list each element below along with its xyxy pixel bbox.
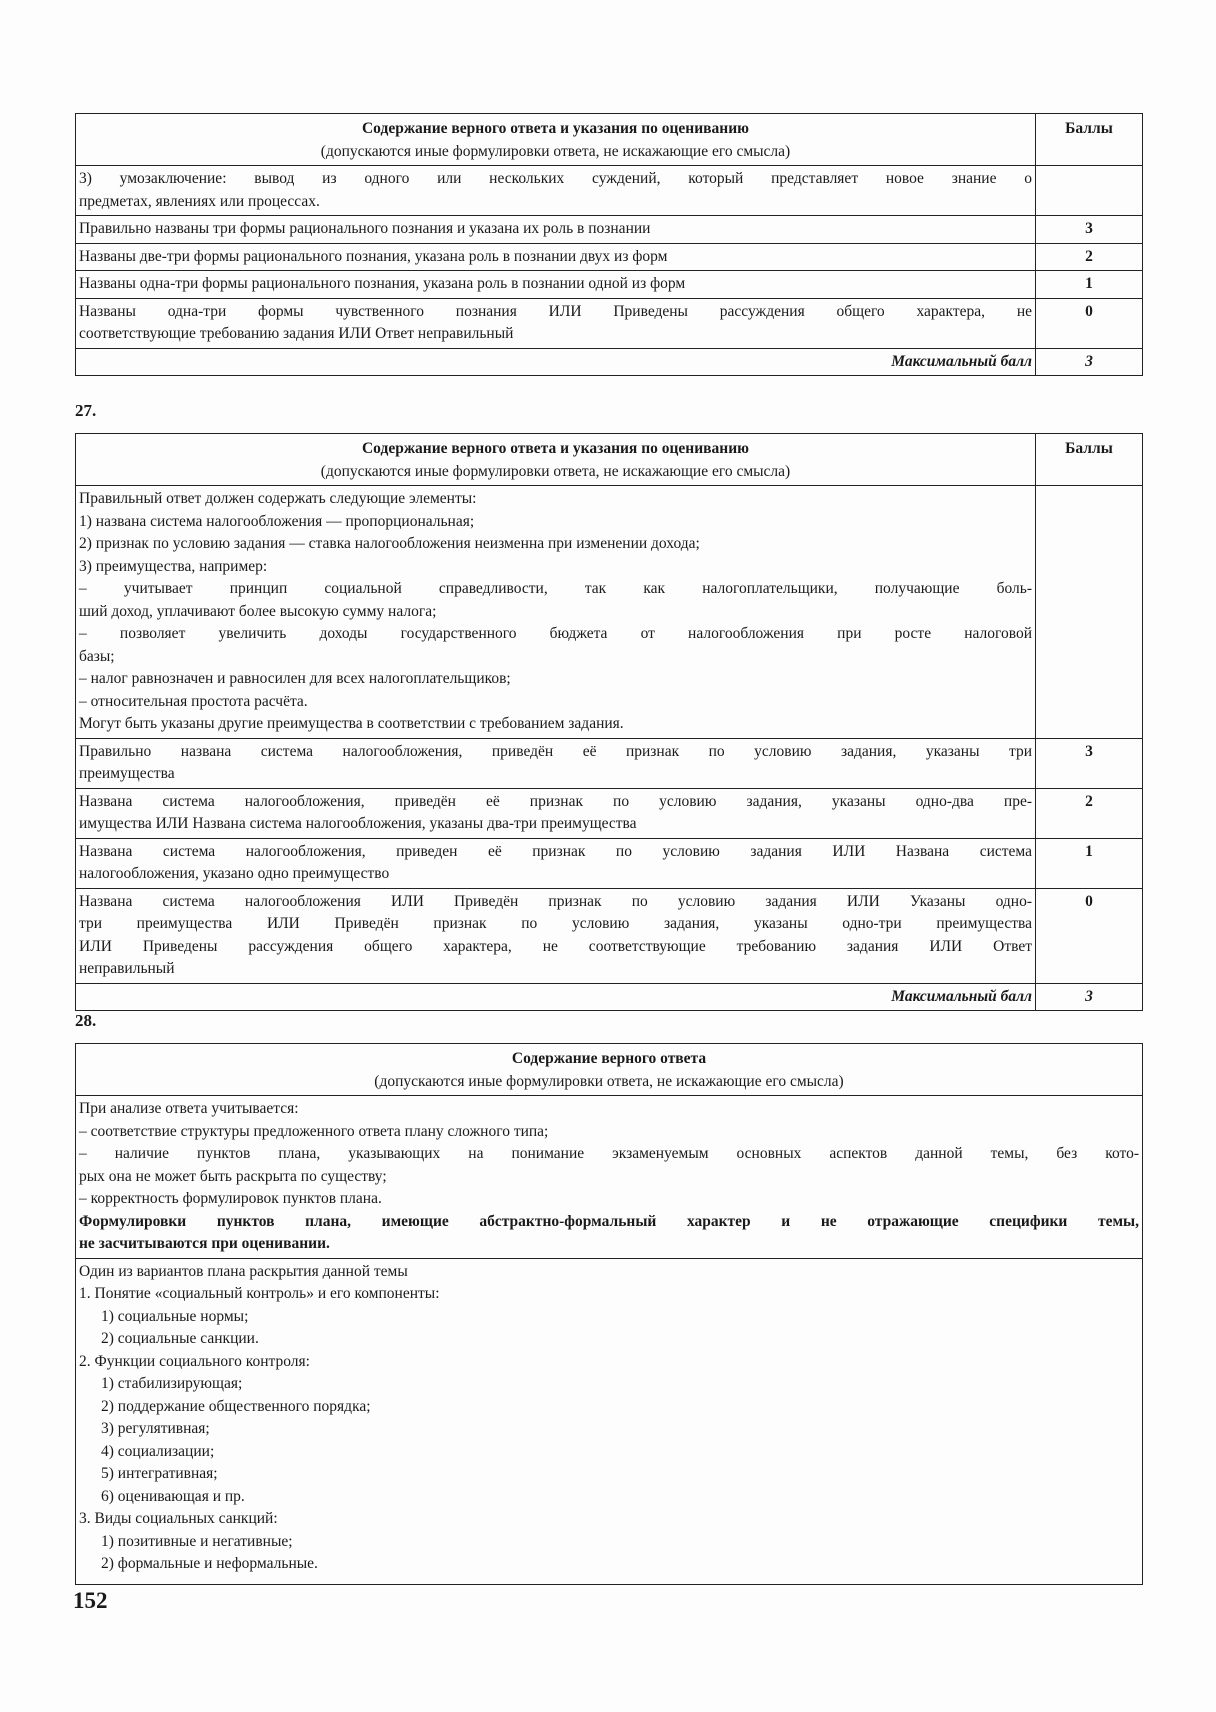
table-row	[76, 888, 1143, 983]
score-cell	[1036, 486, 1143, 739]
text-line: 2) формальные и неформальные.	[101, 1555, 318, 1572]
max-score-row	[76, 983, 1143, 1011]
text-line: Правильно названы три формы рационального познания и указана их роль в познании	[79, 220, 651, 237]
criteria-cell	[76, 1096, 1143, 1259]
points-header: Баллы	[1036, 114, 1143, 166]
text-line: Названы одна-три формы рационального познания, указана роль в познании одной из форм	[79, 275, 686, 292]
text-line: – налог равнозначен и равносилен для всех налогоплательщиков;	[79, 670, 511, 687]
text-line: Названы одна-три формы чувственного познания ИЛИ Приведены рассуждения общего характера, не	[79, 302, 1032, 320]
points-header: Баллы	[1036, 434, 1143, 486]
table-task-28	[75, 1043, 1143, 1585]
header-cell	[76, 434, 1036, 486]
table-row	[76, 838, 1143, 888]
text-line: 2) признак по условию задания — ставка налогообложения неизменна при изменении дохода;	[79, 535, 700, 552]
text-line: Правильно названа система налогообложения, приведён её признак по условию задания, указаны три	[79, 742, 1032, 760]
table-row	[76, 486, 1143, 739]
text-line: налогообложения, указано одно преимущество	[79, 865, 390, 882]
text-line: 3. Виды социальных санкций:	[79, 1510, 278, 1527]
text-line: имущества ИЛИ Названа система налогообложения, указаны два-три преимущества	[79, 815, 637, 832]
answer-cell	[76, 271, 1036, 299]
text-line: Названа система налогообложения ИЛИ Приведён признак по условию задания ИЛИ Указаны одно-	[79, 892, 1032, 910]
text-line: При анализе ответа учитывается:	[79, 1100, 299, 1117]
text-line: не засчитываются при оценивании.	[79, 1235, 330, 1252]
task-27-number: 27.	[75, 401, 97, 420]
text-line: неправильный	[79, 960, 175, 977]
header-row	[76, 1044, 1143, 1096]
text-line: 2) социальные санкции.	[101, 1330, 259, 1347]
page-number: 152	[73, 1588, 108, 1613]
text-line: 3) преимущества, например:	[79, 557, 268, 575]
score-cell: 2	[1036, 788, 1143, 838]
table-row	[76, 788, 1143, 838]
header-cell	[76, 114, 1036, 166]
header-subtitle: (допускаются иные формулировки ответа, не искажающие его смысла)	[320, 463, 791, 480]
header-row	[76, 434, 1143, 486]
score-cell: 0	[1036, 298, 1143, 348]
task-28-number: 28.	[75, 1011, 97, 1030]
text-line: – относительная простота расчёта.	[79, 692, 308, 710]
text-line: 2. Функции социального контроля:	[79, 1352, 310, 1370]
table-row	[76, 166, 1143, 216]
max-score-row	[76, 348, 1143, 376]
max-score-label: Максимальный балл	[76, 983, 1036, 1011]
answer-cell	[76, 838, 1036, 888]
text-line: 3) умозаключение: вывод из одного или нескольких суждений, который представляет новое знание о	[79, 170, 1032, 187]
score-cell: 2	[1036, 243, 1143, 271]
table-row	[76, 271, 1143, 299]
score-cell: 1	[1036, 838, 1143, 888]
text-line: Формулировки пунктов плана, имеющие абстрактно-формальный характер и не отражающие специфики темы,	[79, 1212, 1139, 1230]
table-row	[76, 243, 1143, 271]
answer-cell	[76, 788, 1036, 838]
text-line: 2) поддержание общественного порядка;	[101, 1397, 371, 1415]
answer-cell	[76, 298, 1036, 348]
max-score-value: 3	[1036, 983, 1143, 1011]
score-cell: 0	[1036, 888, 1143, 983]
text-line: соответствующие требованию задания ИЛИ Ответ неправильный	[79, 325, 514, 342]
text-line: Правильный ответ должен содержать следующие элементы:	[79, 490, 477, 507]
answer-cell	[76, 738, 1036, 788]
text-line: – учитывает принцип социальной справедливости, так как налогоплательщики, получающие боль-	[79, 580, 1032, 597]
text-line: 4) социализации;	[101, 1442, 215, 1460]
text-line: – позволяет увеличить доходы государственного бюджета от налогообложения при росте налоговой	[79, 625, 1032, 642]
answer-cell	[76, 166, 1036, 216]
score-cell: 3	[1036, 216, 1143, 244]
text-line: 6) оценивающая и пр.	[101, 1487, 245, 1505]
text-line: 1. Понятие «социальный контроль» и его компоненты:	[79, 1285, 440, 1302]
score-cell: 1	[1036, 271, 1143, 299]
plan-cell	[76, 1258, 1143, 1584]
max-score-value: 3	[1036, 348, 1143, 376]
text-line: ИЛИ Приведены рассуждения общего характера, не соответствующие требованию задания ИЛИ Ответ	[79, 937, 1032, 955]
score-cell: 3	[1036, 738, 1143, 788]
header-subtitle: (допускаются иные формулировки ответа, не искажающие его смысла)	[320, 143, 791, 160]
text-line: Один из вариантов плана раскрытия данной темы	[79, 1262, 408, 1280]
table-task-26	[75, 113, 1143, 376]
text-line: преимущества	[79, 765, 175, 782]
text-line: – соответствие структуры предложенного ответа плану сложного типа;	[79, 1122, 549, 1140]
header-row	[76, 114, 1143, 166]
answer-cell	[76, 486, 1036, 739]
max-score-label: Максимальный балл	[76, 348, 1036, 376]
header-title: Содержание верного ответа	[511, 1050, 707, 1067]
table-row	[76, 738, 1143, 788]
text-line: Названа система налогообложения, приведен её признак по условию задания ИЛИ Названа система	[79, 842, 1032, 860]
header-subtitle: (допускаются иные формулировки ответа, не искажающие его смысла)	[374, 1073, 844, 1090]
table-row	[76, 216, 1143, 244]
text-line: – наличие пунктов плана, указывающих на понимание экзаменуемым основных аспектов данной темы, без кото-	[79, 1145, 1139, 1162]
score-cell	[1036, 166, 1143, 216]
text-line: ший доход, уплачивают более высокую сумму налога;	[79, 602, 437, 620]
answer-cell	[76, 243, 1036, 271]
text-line: 1) социальные нормы;	[101, 1307, 249, 1325]
table-task-27	[75, 433, 1143, 1011]
text-line: – корректность формулировок пунктов плана.	[79, 1190, 382, 1207]
header-title: Содержание верного ответа и указания по оцениванию	[361, 120, 749, 137]
answer-cell	[76, 888, 1036, 983]
text-line: 5) интегративная;	[101, 1465, 218, 1482]
text-line: 1) названа система налогообложения — пропорциональная;	[79, 512, 475, 530]
text-line: 3) регулятивная;	[101, 1420, 210, 1437]
text-line: Названа система налогообложения, приведён её признак по условию задания, указаны одно-два пре-	[79, 792, 1032, 810]
text-line: предметах, явлениях или процессах.	[79, 192, 320, 210]
text-line: рых она не может быть раскрыта по существу;	[79, 1167, 387, 1185]
header-cell	[76, 1044, 1143, 1096]
text-line: Названы две-три формы рационального познания, указана роль в познании двух из форм	[79, 247, 668, 265]
text-line: три преимущества ИЛИ Приведён признак по условию задания, указаны одно-три преимущества	[79, 915, 1032, 932]
header-title: Содержание верного ответа и указания по оцениванию	[361, 440, 749, 457]
criteria-row	[76, 1096, 1143, 1259]
text-line: базы;	[79, 647, 115, 665]
plan-row	[76, 1258, 1143, 1584]
text-line: Могут быть указаны другие преимущества в соответствии с требованием задания.	[79, 715, 624, 732]
answer-cell	[76, 216, 1036, 244]
table-row	[76, 298, 1143, 348]
text-line: 1) стабилизирующая;	[101, 1375, 243, 1392]
text-line: 1) позитивные и негативные;	[101, 1532, 293, 1550]
